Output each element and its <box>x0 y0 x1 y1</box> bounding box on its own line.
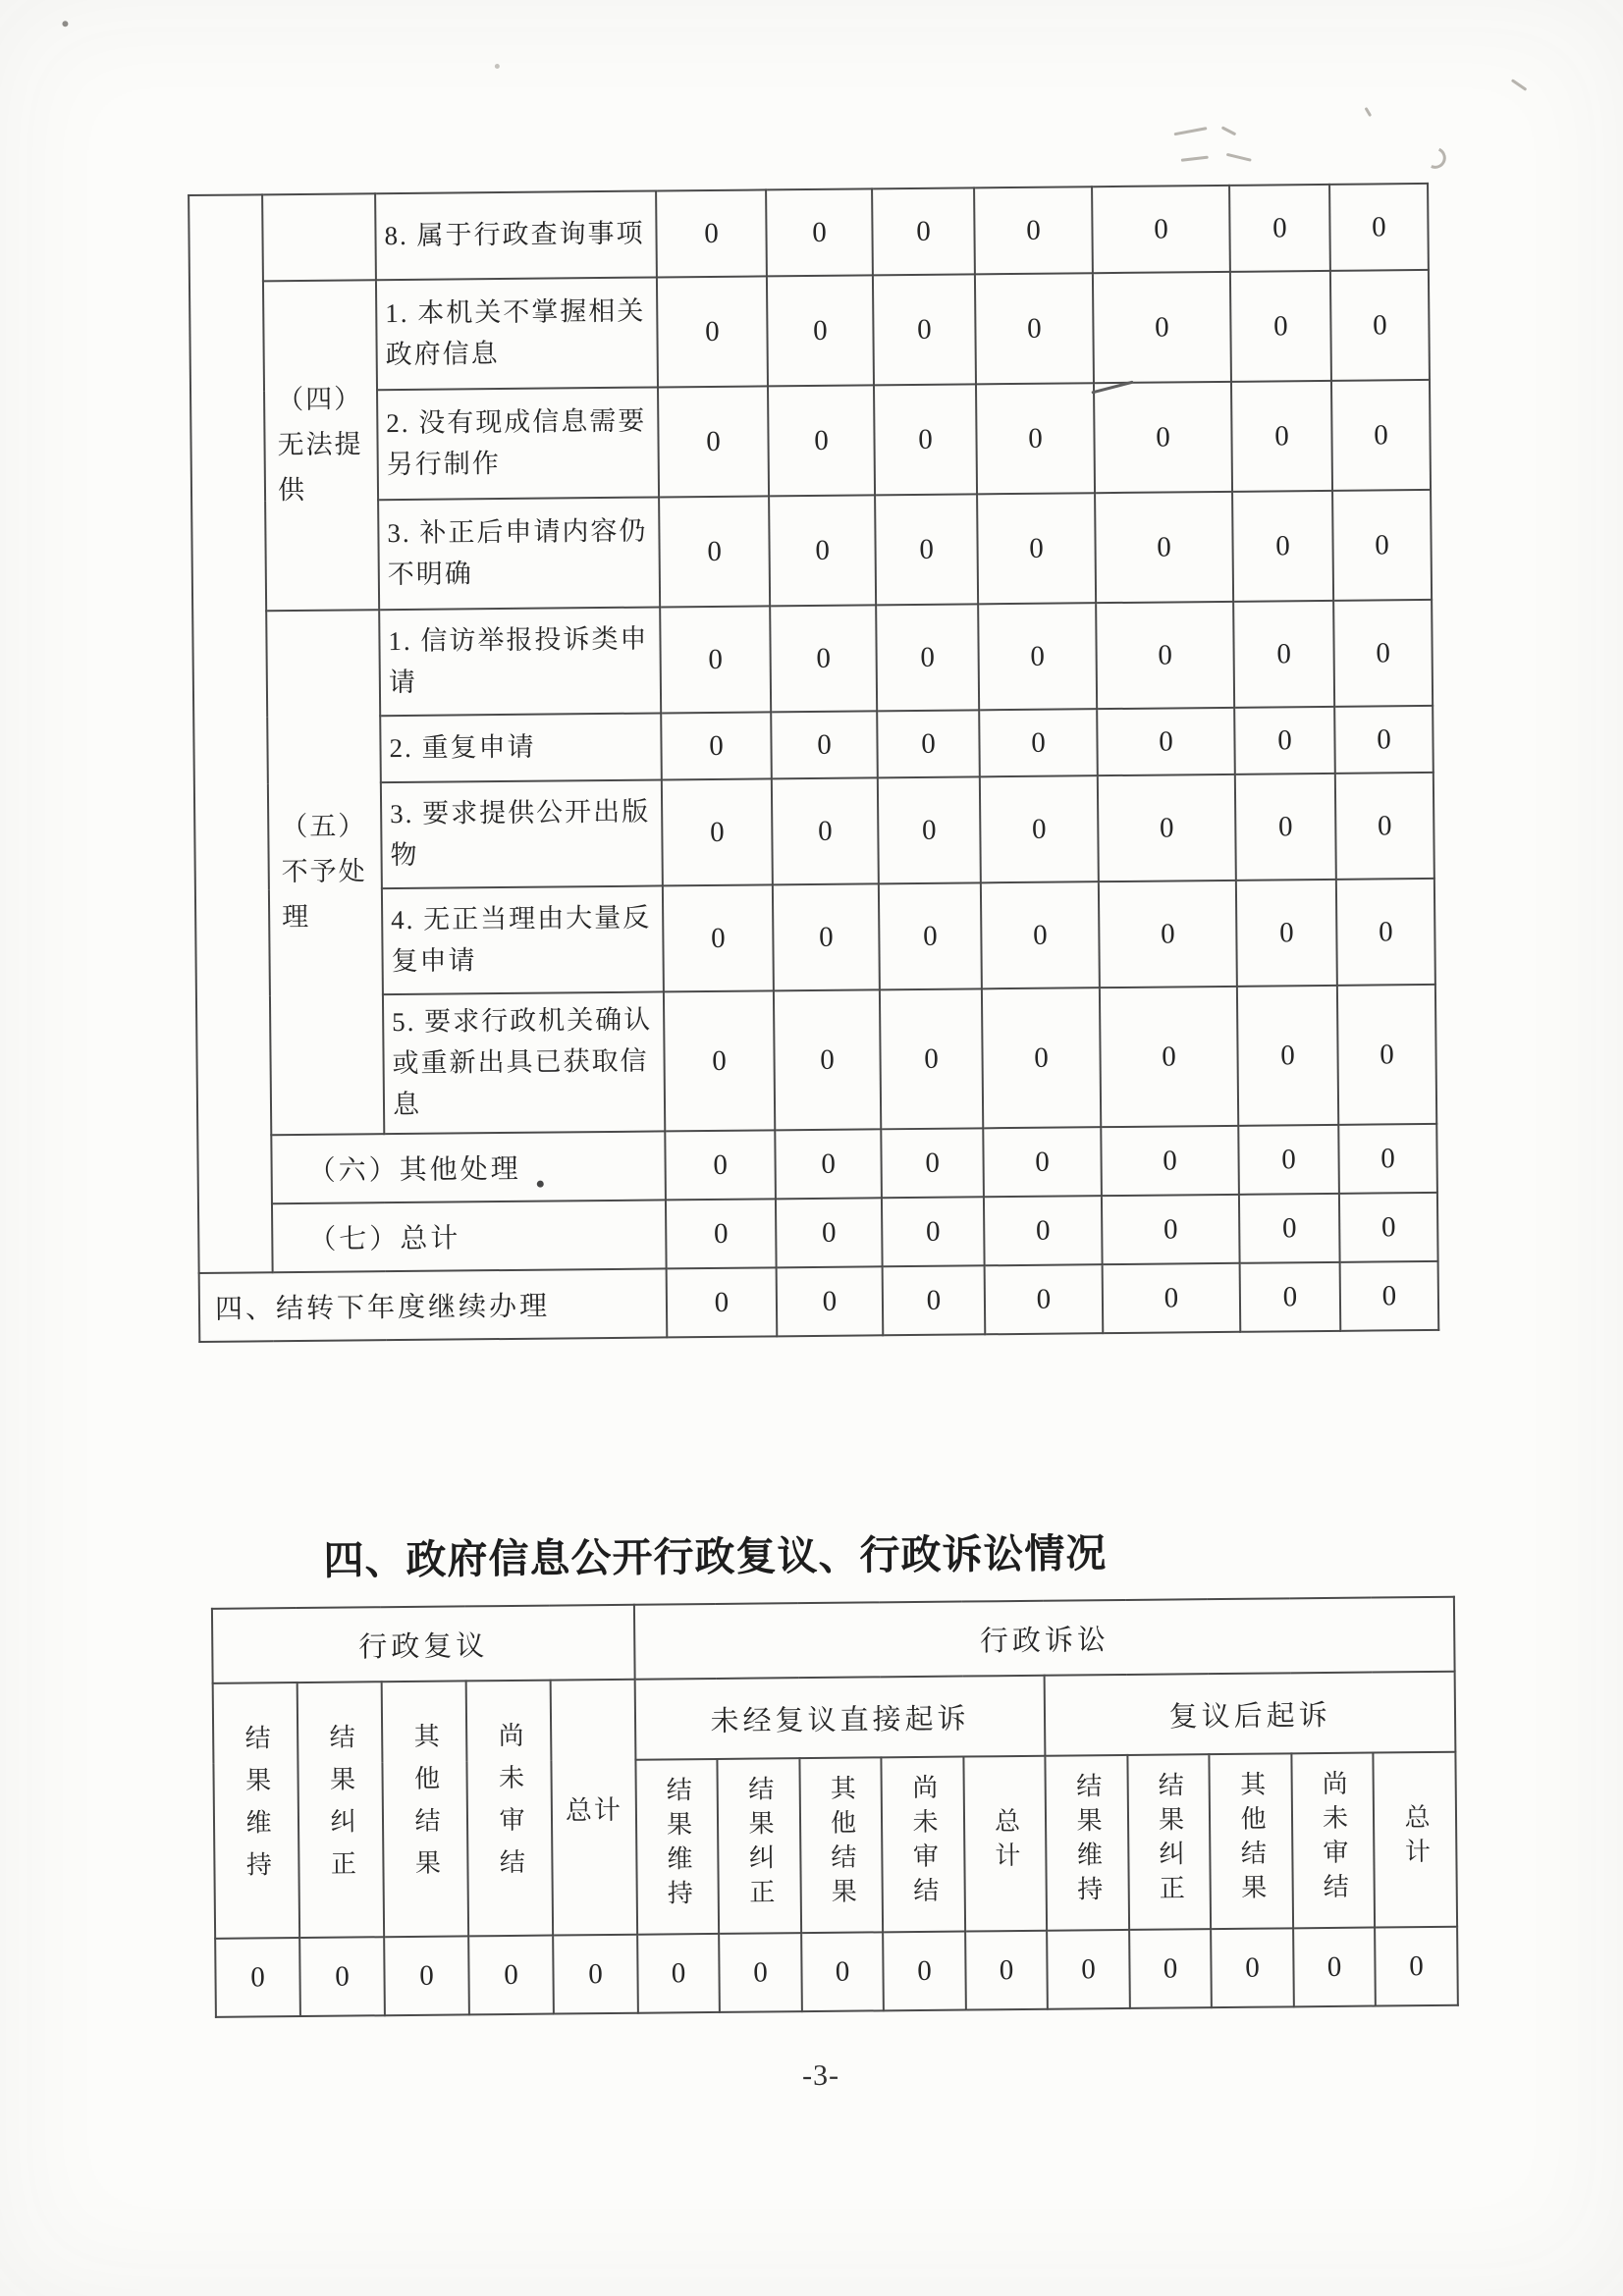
pencil-scribble <box>1365 107 1373 117</box>
row-label-cell: 3. 要求提供公开出版物 <box>381 779 663 888</box>
table-cell: 0 <box>1231 381 1332 492</box>
table-cell: 0 <box>1095 492 1233 603</box>
table-cell: 0 <box>1337 985 1436 1125</box>
column-header-cell: 尚未审结 <box>466 1681 553 1937</box>
column-header-cell: 结果维持 <box>1045 1755 1129 1931</box>
row-label-cell: 1. 信访举报投诉类申请 <box>379 607 661 716</box>
table-cell: 0 <box>657 276 768 387</box>
row-label-cell: （七）总计 <box>272 1200 667 1272</box>
table-cell: 0 <box>719 1933 802 2012</box>
column-header-cell: 结果维持 <box>635 1759 719 1935</box>
table-cell: 0 <box>1100 987 1238 1127</box>
row-label-cell: 4. 无正当理由大量反复申请 <box>382 885 664 994</box>
table-cell: 0 <box>1229 185 1330 272</box>
table-cell: 0 <box>663 884 774 991</box>
table-cell: 0 <box>1094 382 1232 493</box>
table-cell: 0 <box>768 385 875 496</box>
pencil-scribble <box>1422 144 1449 172</box>
table-cell: 0 <box>878 776 981 883</box>
row-label-cell: 2. 重复申请 <box>380 713 662 782</box>
pencil-scribble <box>1221 126 1237 135</box>
table-cell: 0 <box>656 189 767 277</box>
table-cell: 0 <box>665 1130 776 1200</box>
table-cell: 0 <box>1335 773 1434 880</box>
table-cell: 0 <box>666 1199 777 1268</box>
column-header-cell: 其他结果 <box>382 1681 468 1937</box>
table-row <box>189 270 1430 392</box>
group-header-cell: 行政复议 <box>212 1605 635 1683</box>
table-cell: 0 <box>770 605 877 712</box>
table-cell: 0 <box>883 1932 966 2011</box>
table-cell: 0 <box>1238 1125 1339 1195</box>
column-header-cell: 结果纠正 <box>1127 1754 1211 1930</box>
subgroup-header-cell: 复议后起诉 <box>1045 1672 1456 1756</box>
table-cell: 0 <box>1233 601 1334 708</box>
table-cell: 0 <box>1230 271 1331 382</box>
table-cell: 0 <box>774 989 881 1130</box>
table-cell: 0 <box>981 881 1100 988</box>
row-label-cell: 四、结转下年度继续办理 <box>199 1268 668 1342</box>
table-cell: 0 <box>882 1197 985 1266</box>
table-cell: 0 <box>881 1128 984 1198</box>
row-label-cell: （六）其他处理 <box>271 1131 666 1203</box>
table-cell: 0 <box>873 274 976 385</box>
column-header-cell: 结果纠正 <box>717 1758 801 1934</box>
table-cell: 0 <box>1239 1194 1340 1263</box>
table-row <box>197 1124 1437 1204</box>
table-cell: 0 <box>1232 491 1333 602</box>
pencil-scribble <box>1174 127 1208 135</box>
table-cell: 0 <box>767 275 874 386</box>
table-cell: 0 <box>880 988 983 1129</box>
table-cell: 0 <box>667 1267 778 1337</box>
table-row <box>198 1193 1438 1273</box>
table-cell: 0 <box>985 1264 1104 1334</box>
table-cell: 0 <box>983 1127 1102 1197</box>
table-cell: 0 <box>1211 1928 1294 2007</box>
table-cell: 0 <box>883 1265 986 1335</box>
table-cell: 0 <box>1103 1263 1241 1333</box>
column-header-cell: 其他结果 <box>1209 1753 1293 1929</box>
column-header-cell: 其他结果 <box>799 1757 883 1933</box>
table-cell: 0 <box>1339 1193 1438 1262</box>
table-row <box>189 184 1429 282</box>
table-cell: 0 <box>659 496 770 607</box>
category-cell: （五）不予处理 <box>266 610 384 1135</box>
subgroup-header-cell: 未经复议直接起诉 <box>635 1676 1046 1760</box>
table-row <box>213 1672 1456 1764</box>
empty-cell <box>189 194 273 1273</box>
column-header-cell: 结果维持 <box>213 1682 299 1939</box>
table-cell: 0 <box>1234 707 1335 774</box>
table-cell: 0 <box>215 1938 300 2017</box>
row-label-cell: 3. 补正后申请内容仍不明确 <box>378 497 660 610</box>
table-cell: 0 <box>661 712 772 779</box>
table-cell: 0 <box>1338 1124 1437 1194</box>
table-cell: 0 <box>872 187 975 275</box>
table-cell: 0 <box>637 1934 720 2013</box>
table-cell: 0 <box>976 383 1095 494</box>
table-cell: 0 <box>769 495 876 606</box>
table-cell: 0 <box>1101 1126 1239 1196</box>
table-cell: 0 <box>775 1129 882 1199</box>
page-number: -3- <box>801 2058 840 2093</box>
table-cell: 0 <box>965 1931 1048 2010</box>
row-label-cell: 5. 要求行政机关确认或重新出具已获取信息 <box>383 991 665 1134</box>
empty-cell <box>262 193 376 281</box>
column-header-cell: 结果纠正 <box>298 1682 384 1938</box>
table-cell: 0 <box>984 1196 1103 1265</box>
table-cell: 0 <box>1047 1930 1130 2009</box>
table-cell: 0 <box>1329 184 1429 271</box>
table-row <box>192 600 1433 718</box>
section-heading: 四、政府信息公开行政复议、行政诉讼情况 <box>323 1530 1108 1583</box>
table-cell: 0 <box>1237 986 1338 1126</box>
table-cell: 0 <box>1097 708 1235 775</box>
table-cell: 0 <box>879 882 982 989</box>
column-header-cell: 尚未审结 <box>881 1757 965 1933</box>
table-cell: 0 <box>876 604 979 711</box>
table-cell: 0 <box>877 710 980 777</box>
table-cell: 0 <box>468 1936 554 2015</box>
scan-speck <box>62 21 68 27</box>
row-label-cell: 2. 没有现成信息需要另行制作 <box>377 387 659 500</box>
table-cell: 0 <box>1099 881 1237 988</box>
table-cell: 0 <box>773 883 880 990</box>
table-cell: 0 <box>977 493 1096 604</box>
table-cell: 0 <box>1375 1927 1458 2006</box>
table-cell: 0 <box>1333 600 1433 707</box>
table-cell: 0 <box>1129 1929 1212 2008</box>
column-header-cell: 总计 <box>551 1680 638 1936</box>
table-cell: 0 <box>982 988 1101 1128</box>
table-cell: 0 <box>772 777 879 884</box>
pencil-scribble <box>1226 153 1252 162</box>
table-cell: 0 <box>1092 186 1230 273</box>
column-header-cell: 尚未审结 <box>1291 1753 1375 1929</box>
column-header-cell: 总计 <box>963 1756 1047 1932</box>
pencil-scribble <box>1511 79 1528 91</box>
table-cell: 0 <box>771 711 878 778</box>
table-cell: 0 <box>1330 270 1430 381</box>
table-cell: 0 <box>1098 774 1236 881</box>
review-litigation-table <box>211 1596 1459 2018</box>
table-cell: 0 <box>1096 602 1234 709</box>
table-cell: 0 <box>874 384 977 495</box>
table-cell: 0 <box>1235 774 1336 881</box>
row-label-cell: 1. 本机关不掌握相关政府信息 <box>376 277 658 390</box>
table-cell: 0 <box>1236 880 1337 987</box>
scan-speck <box>495 64 500 69</box>
group-header-cell: 行政诉讼 <box>634 1597 1455 1680</box>
table-cell: 0 <box>1334 706 1434 774</box>
table-cell: 0 <box>777 1266 884 1336</box>
pencil-scribble <box>1181 156 1209 162</box>
table-cell: 0 <box>660 606 771 713</box>
table-cell: 0 <box>1293 1928 1376 2007</box>
table-cell: 0 <box>1340 1261 1439 1331</box>
table-cell: 0 <box>1240 1262 1341 1332</box>
table-cell: 0 <box>1102 1195 1240 1264</box>
table-cell: 0 <box>978 603 1097 710</box>
table-cell: 0 <box>980 775 1099 882</box>
table-cell: 0 <box>384 1936 469 2015</box>
table-row <box>199 1261 1439 1342</box>
category-cell: （四）无法提供 <box>263 280 379 611</box>
request-results-table <box>188 183 1439 1343</box>
table-cell: 0 <box>979 709 1098 776</box>
table-row <box>215 1927 1458 2017</box>
table-cell: 0 <box>974 187 1093 274</box>
row-label-cell: 8. 属于行政查询事项 <box>375 190 657 280</box>
table-cell: 0 <box>766 188 873 276</box>
column-header-cell: 总计 <box>1373 1752 1457 1928</box>
table-cell: 0 <box>975 273 1094 384</box>
table-cell: 0 <box>662 778 773 885</box>
stray-dot-mark <box>537 1181 544 1188</box>
table-row <box>212 1597 1455 1683</box>
table-cell: 0 <box>776 1198 883 1267</box>
table-cell: 0 <box>801 1932 884 2011</box>
table-cell: 0 <box>658 386 769 497</box>
table-cell: 0 <box>1093 272 1231 383</box>
table-cell: 0 <box>553 1935 638 2014</box>
table-cell: 0 <box>1336 879 1435 986</box>
table-cell: 0 <box>664 990 775 1131</box>
table-cell: 0 <box>875 494 978 605</box>
table-cell: 0 <box>299 1937 385 2016</box>
table-cell: 0 <box>1332 490 1432 601</box>
table-cell: 0 <box>1331 380 1431 491</box>
